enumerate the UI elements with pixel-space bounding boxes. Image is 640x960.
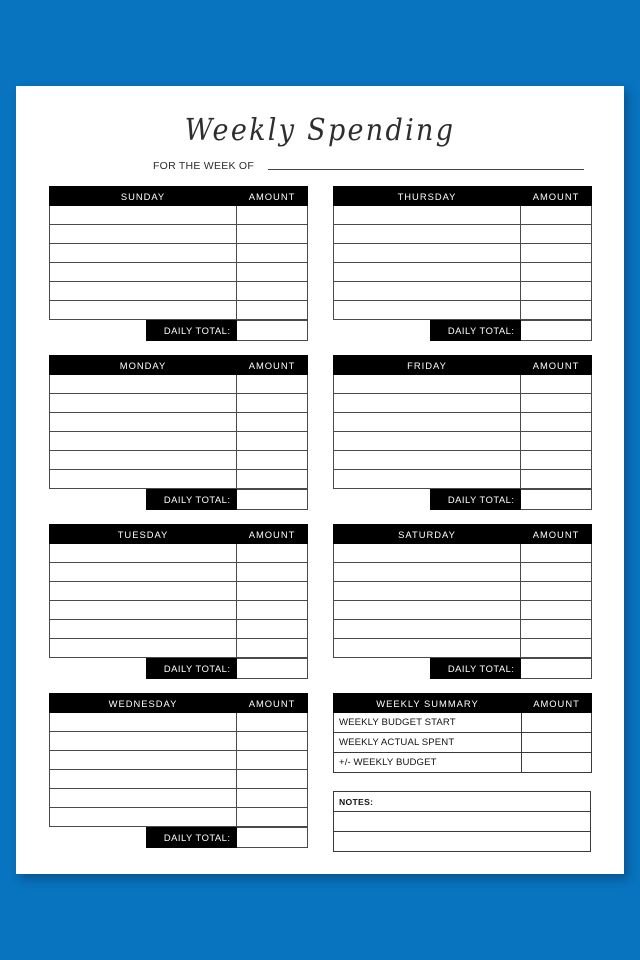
daily-total-label: DAILY TOTAL:: [430, 490, 520, 510]
entry-amount-cell[interactable]: [521, 544, 592, 563]
entry-description-cell[interactable]: [334, 206, 521, 225]
entry-amount-cell[interactable]: [237, 225, 308, 244]
entry-amount-cell[interactable]: [521, 263, 592, 282]
entry-description-cell[interactable]: [334, 263, 521, 282]
table-row: [50, 639, 308, 658]
table-row: [50, 206, 308, 225]
table-row: [50, 413, 308, 432]
daily-total-label: DAILY TOTAL:: [430, 659, 520, 679]
daily-total-spacer: [49, 321, 146, 341]
entry-description-cell[interactable]: [50, 206, 237, 225]
week-of-label: FOR THE WEEK OF: [153, 160, 254, 173]
daily-total-table-monday: [49, 489, 308, 510]
entry-description-cell[interactable]: [334, 639, 521, 658]
notes-line[interactable]: [334, 812, 591, 832]
entry-amount-cell[interactable]: [237, 620, 308, 639]
entry-amount-cell[interactable]: [521, 394, 592, 413]
entry-description-cell[interactable]: [50, 413, 237, 432]
entry-amount-cell[interactable]: [237, 413, 308, 432]
table-row: [334, 620, 592, 639]
entry-description-cell[interactable]: [50, 544, 237, 563]
table-row: [50, 451, 308, 470]
daily-total-value[interactable]: [520, 321, 591, 341]
page-title: Weekly Spending: [184, 112, 456, 148]
entry-amount-cell[interactable]: [237, 206, 308, 225]
weekly-budget-start-value[interactable]: [522, 713, 592, 733]
table-header-row: [334, 187, 592, 206]
daily-total-label: DAILY TOTAL:: [146, 321, 236, 341]
table-row: [334, 544, 592, 563]
table-row: [334, 413, 592, 432]
table-row: [334, 639, 592, 658]
entry-amount-cell[interactable]: [237, 789, 308, 808]
entry-description-cell[interactable]: [334, 394, 521, 413]
amount-header: AMOUNT: [521, 356, 592, 375]
entry-description-cell[interactable]: [50, 732, 237, 751]
table-row: [50, 470, 308, 489]
daily-total-value[interactable]: [236, 321, 307, 341]
table-row: [334, 451, 592, 470]
day-table-wednesday: [49, 693, 308, 827]
entry-amount-cell[interactable]: [521, 225, 592, 244]
table-header-row: [50, 356, 308, 375]
table-row: [50, 432, 308, 451]
daily-total-spacer: [49, 490, 146, 510]
entry-amount-cell[interactable]: [237, 470, 308, 489]
entry-description-cell[interactable]: [50, 601, 237, 620]
table-header-row: [334, 356, 592, 375]
amount-header: AMOUNT: [521, 525, 592, 544]
daily-total-row: [333, 659, 591, 679]
entry-description-cell[interactable]: [50, 582, 237, 601]
entry-description-cell[interactable]: [50, 432, 237, 451]
table-row: [334, 225, 592, 244]
daily-total-row: [49, 659, 307, 679]
day-blocks-grid: [49, 186, 591, 852]
table-row: [334, 206, 592, 225]
entry-description-cell[interactable]: [334, 375, 521, 394]
table-row: [50, 751, 308, 770]
amount-header: AMOUNT: [237, 694, 308, 713]
notes-label[interactable]: NOTES:: [334, 792, 591, 812]
day-block-tuesday: [49, 524, 307, 679]
daily-total-label: DAILY TOTAL:: [146, 659, 236, 679]
notes-row: [334, 832, 591, 852]
table-row: [50, 620, 308, 639]
table-row: [50, 544, 308, 563]
day-table-saturday: [333, 524, 592, 658]
notes-section: [333, 791, 591, 852]
entry-amount-cell[interactable]: [237, 263, 308, 282]
entry-amount-cell[interactable]: [521, 432, 592, 451]
day-block-wednesday: [49, 693, 307, 852]
daily-total-table-thursday: [333, 320, 592, 341]
entry-description-cell[interactable]: [50, 770, 237, 789]
day-name-header: TUESDAY: [50, 525, 237, 544]
entry-amount-cell[interactable]: [237, 639, 308, 658]
day-name-header: THURSDAY: [334, 187, 521, 206]
week-of-input-line[interactable]: [268, 169, 584, 170]
entry-amount-cell[interactable]: [237, 451, 308, 470]
table-row: [334, 563, 592, 582]
daily-total-spacer: [49, 828, 146, 848]
entry-amount-cell[interactable]: [521, 563, 592, 582]
entry-description-cell[interactable]: [50, 470, 237, 489]
day-block-friday: [333, 355, 591, 510]
entry-amount-cell[interactable]: [521, 301, 592, 320]
entry-description-cell[interactable]: [50, 225, 237, 244]
table-row: [50, 563, 308, 582]
day-block-monday: [49, 355, 307, 510]
entry-description-cell[interactable]: [50, 789, 237, 808]
table-row: [334, 263, 592, 282]
daily-total-spacer: [49, 659, 146, 679]
entry-amount-cell[interactable]: [237, 244, 308, 263]
table-row: [334, 753, 592, 773]
entry-amount-cell[interactable]: [237, 301, 308, 320]
amount-header: AMOUNT: [521, 187, 592, 206]
table-header-row: [50, 525, 308, 544]
entry-amount-cell[interactable]: [237, 563, 308, 582]
weekly-budget-start-label: WEEKLY BUDGET START: [334, 713, 522, 733]
table-row: [50, 394, 308, 413]
daily-total-spacer: [333, 659, 430, 679]
entry-amount-cell[interactable]: [521, 451, 592, 470]
plus-minus-weekly-budget-label: +/- WEEKLY BUDGET: [334, 753, 522, 773]
table-row: [50, 770, 308, 789]
daily-total-value[interactable]: [520, 490, 591, 510]
table-row: [334, 432, 592, 451]
sheet-header: [16, 86, 624, 172]
daily-total-label: DAILY TOTAL:: [146, 490, 236, 510]
day-block-saturday: [333, 524, 591, 679]
daily-total-table-wednesday: [49, 827, 308, 848]
table-row: [334, 375, 592, 394]
daily-total-value[interactable]: [236, 490, 307, 510]
table-row: [50, 282, 308, 301]
entry-amount-cell[interactable]: [237, 732, 308, 751]
entry-amount-cell[interactable]: [521, 639, 592, 658]
entry-description-cell[interactable]: [50, 713, 237, 732]
table-row: [50, 713, 308, 732]
weekly-summary-block: [333, 693, 591, 852]
entry-description-cell[interactable]: [334, 432, 521, 451]
entry-description-cell[interactable]: [334, 582, 521, 601]
table-row: [334, 582, 592, 601]
entry-amount-cell[interactable]: [237, 751, 308, 770]
entry-amount-cell[interactable]: [237, 432, 308, 451]
table-row: [50, 732, 308, 751]
notes-table: [333, 791, 591, 852]
table-row: [334, 282, 592, 301]
entry-description-cell[interactable]: [334, 225, 521, 244]
entry-description-cell[interactable]: [334, 244, 521, 263]
notes-line[interactable]: [334, 832, 591, 852]
entry-description-cell[interactable]: [334, 563, 521, 582]
table-header-row: [334, 525, 592, 544]
entry-description-cell[interactable]: [50, 301, 237, 320]
entry-amount-cell[interactable]: [237, 375, 308, 394]
day-table-thursday: [333, 186, 592, 320]
entry-amount-cell[interactable]: [237, 601, 308, 620]
entry-description-cell[interactable]: [334, 601, 521, 620]
entry-description-cell[interactable]: [50, 451, 237, 470]
entry-description-cell[interactable]: [50, 563, 237, 582]
entry-description-cell[interactable]: [334, 282, 521, 301]
entry-amount-cell[interactable]: [521, 244, 592, 263]
amount-header: AMOUNT: [237, 187, 308, 206]
daily-total-spacer: [333, 321, 430, 341]
entry-amount-cell[interactable]: [237, 282, 308, 301]
notes-row: [334, 812, 591, 832]
entry-description-cell[interactable]: [50, 263, 237, 282]
amount-header: AMOUNT: [237, 525, 308, 544]
day-table-tuesday: [49, 524, 308, 658]
table-row: [50, 301, 308, 320]
day-name-header: MONDAY: [50, 356, 237, 375]
daily-total-row: [49, 828, 307, 848]
entry-amount-cell[interactable]: [521, 470, 592, 489]
daily-total-table-sunday: [49, 320, 308, 341]
daily-total-value[interactable]: [236, 659, 307, 679]
entry-description-cell[interactable]: [334, 620, 521, 639]
weekly-actual-spent-value[interactable]: [522, 733, 592, 753]
entry-amount-cell[interactable]: [521, 620, 592, 639]
entry-description-cell[interactable]: [50, 639, 237, 658]
table-row: [334, 733, 592, 753]
plus-minus-weekly-budget-value[interactable]: [522, 753, 592, 773]
entry-amount-cell[interactable]: [521, 282, 592, 301]
entry-description-cell[interactable]: [334, 451, 521, 470]
day-name-header: SUNDAY: [50, 187, 237, 206]
weekly-summary-header: WEEKLY SUMMARY: [334, 694, 522, 713]
entry-description-cell[interactable]: [334, 413, 521, 432]
weekly-actual-spent-label: WEEKLY ACTUAL SPENT: [334, 733, 522, 753]
day-name-header: FRIDAY: [334, 356, 521, 375]
table-header-row: [50, 694, 308, 713]
table-row: [50, 375, 308, 394]
entry-description-cell[interactable]: [50, 244, 237, 263]
day-table-monday: [49, 355, 308, 489]
entry-description-cell[interactable]: [334, 544, 521, 563]
day-block-thursday: [333, 186, 591, 341]
entry-description-cell[interactable]: [50, 808, 237, 827]
table-row: [334, 394, 592, 413]
entry-amount-cell[interactable]: [237, 582, 308, 601]
entry-amount-cell[interactable]: [237, 394, 308, 413]
daily-total-label: DAILY TOTAL:: [146, 828, 236, 848]
table-row: [50, 789, 308, 808]
entry-description-cell[interactable]: [50, 620, 237, 639]
table-row: [334, 601, 592, 620]
entry-amount-cell[interactable]: [521, 206, 592, 225]
entry-amount-cell[interactable]: [237, 713, 308, 732]
entry-description-cell[interactable]: [334, 470, 521, 489]
weekly-summary-table: [333, 693, 592, 773]
table-row: [334, 713, 592, 733]
entry-amount-cell[interactable]: [521, 413, 592, 432]
entry-amount-cell[interactable]: [237, 544, 308, 563]
table-row: [334, 301, 592, 320]
daily-total-table-saturday: [333, 658, 592, 679]
daily-total-table-tuesday: [49, 658, 308, 679]
day-table-friday: [333, 355, 592, 489]
daily-total-value[interactable]: [520, 659, 591, 679]
entry-amount-cell[interactable]: [521, 601, 592, 620]
amount-header: AMOUNT: [237, 356, 308, 375]
entry-amount-cell[interactable]: [521, 582, 592, 601]
table-row: [334, 244, 592, 263]
entry-description-cell[interactable]: [50, 282, 237, 301]
entry-description-cell[interactable]: [50, 394, 237, 413]
table-header-row: [334, 694, 592, 713]
day-name-header: WEDNESDAY: [50, 694, 237, 713]
table-row: [50, 263, 308, 282]
entry-amount-cell[interactable]: [521, 375, 592, 394]
entry-description-cell[interactable]: [50, 751, 237, 770]
daily-total-row: [333, 490, 591, 510]
entry-amount-cell[interactable]: [237, 808, 308, 827]
table-row: [50, 601, 308, 620]
table-header-row: [50, 187, 308, 206]
table-row: [334, 470, 592, 489]
daily-total-row: [333, 321, 591, 341]
entry-amount-cell[interactable]: [237, 770, 308, 789]
daily-total-row: [49, 490, 307, 510]
daily-total-value[interactable]: [236, 828, 307, 848]
table-row: [50, 808, 308, 827]
table-row: [50, 225, 308, 244]
daily-total-table-friday: [333, 489, 592, 510]
day-table-sunday: [49, 186, 308, 320]
table-row: [50, 582, 308, 601]
entry-description-cell[interactable]: [50, 375, 237, 394]
daily-total-row: [49, 321, 307, 341]
notes-row: [334, 792, 591, 812]
printable-sheet: [16, 86, 624, 874]
daily-total-label: DAILY TOTAL:: [430, 321, 520, 341]
table-row: [50, 244, 308, 263]
day-block-sunday: [49, 186, 307, 341]
week-of-row: [16, 160, 624, 172]
amount-header: AMOUNT: [522, 694, 592, 713]
entry-description-cell[interactable]: [334, 301, 521, 320]
day-name-header: SATURDAY: [334, 525, 521, 544]
daily-total-spacer: [333, 490, 430, 510]
